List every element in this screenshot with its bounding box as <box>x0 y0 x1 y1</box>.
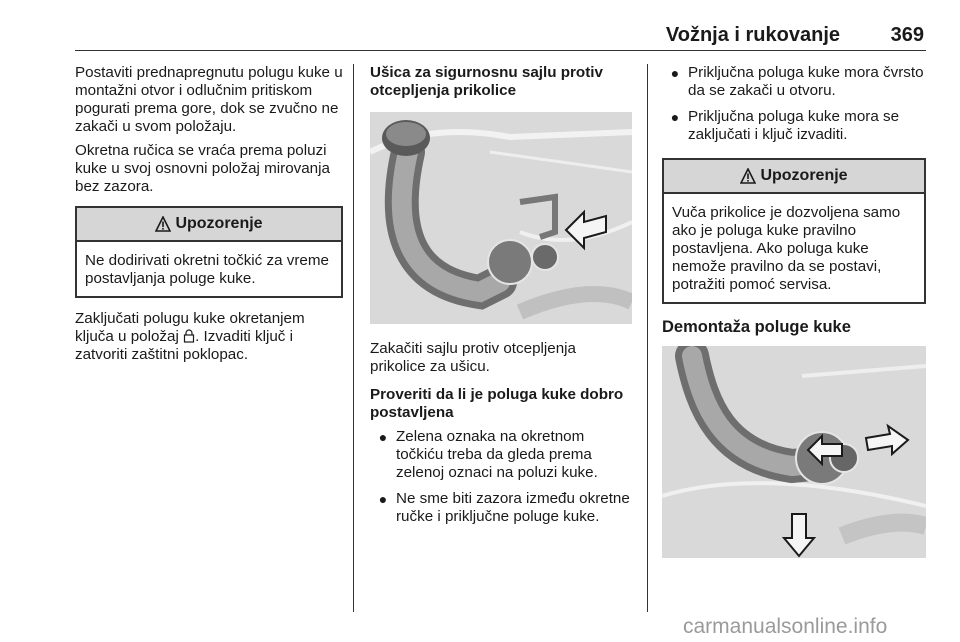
column-2 <box>370 64 632 534</box>
list-item <box>662 108 926 144</box>
page-header <box>75 24 926 51</box>
column-1 <box>75 64 343 370</box>
warning-title: Upozorenje <box>175 215 263 232</box>
warning-triangle-icon <box>155 216 171 232</box>
paragraph <box>75 310 343 364</box>
list-item-text: Zelena oznaka na okretnom točkiću treba da gleda prema zelenoj oznaci na poluzi kuke. <box>396 428 598 481</box>
section-title: Demontaža poluge kuke <box>662 318 851 336</box>
bullet-icon: ● <box>378 429 388 445</box>
lock-icon <box>183 329 195 343</box>
list-item-text: Priključna poluga kuke mora se zaključati i ključ izvaditi. <box>688 108 900 143</box>
warning-box <box>75 206 343 298</box>
column-3 <box>662 64 926 558</box>
bullet-icon: ● <box>670 109 680 125</box>
warning-text: Ne dodirivati okretni točkić za vreme postavljanja poluge kuke. <box>85 252 329 287</box>
warning-triangle-icon <box>740 168 756 184</box>
list-item-text: Ne sme biti zazora između okretne ručke i priključne poluge kuke. <box>396 490 630 525</box>
paragraph-text: . Izvaditi ključ i zatvoriti zaštitni poklopac. <box>75 328 293 363</box>
section-heading: Ušica za sigurnosnu sajlu protiv otcepljenja prikolice <box>370 64 603 99</box>
warning-title: Upozorenje <box>760 167 848 184</box>
column-divider <box>647 64 648 612</box>
column-divider <box>353 64 354 612</box>
bullet-icon: ● <box>378 491 388 507</box>
page-title: Vožnja i rukovanje <box>665 24 840 46</box>
warning-header <box>664 160 924 194</box>
warning-text: Vuča prikolice je dozvoljena samo ako je poluga kuke pravilno postavljena. Ako poluga kuke nemože pravilno da se postavi, potražiti pomoć servisa. <box>672 204 901 293</box>
page-number: 369 <box>890 24 924 46</box>
watermark: carmanualsonline.info <box>683 615 888 638</box>
list-item <box>370 490 632 526</box>
bullet-icon: ● <box>670 65 680 81</box>
subheading: Proveriti da li je poluga kuke dobro postavljena <box>370 386 624 421</box>
list-item-text: Priključna poluga kuke mora čvrsto da se zakači u otvoru. <box>688 64 924 99</box>
paragraph: Zakačiti sajlu protiv otcepljenja prikolice za ušicu. <box>370 340 576 375</box>
tow-hook-removal-illustration <box>662 346 926 558</box>
paragraph: Okretna ručica se vraća prema poluzi kuke u svoj osnovni položaj mirovanja bez zazora. <box>75 142 330 195</box>
list-item <box>370 428 632 482</box>
tow-hook-eyelet-illustration <box>370 112 632 324</box>
paragraph-text: Zaključati polugu kuke okretanjem ključa u položaj <box>75 310 305 345</box>
list-item <box>662 64 926 100</box>
warning-header <box>77 208 341 242</box>
paragraph: Postaviti prednapregnutu polugu kuke u montažni otvor i odlučnim pritiskom pogurati prema gore, dok se zvučno ne zakači u svom položaju. <box>75 64 343 135</box>
warning-box <box>662 158 926 304</box>
